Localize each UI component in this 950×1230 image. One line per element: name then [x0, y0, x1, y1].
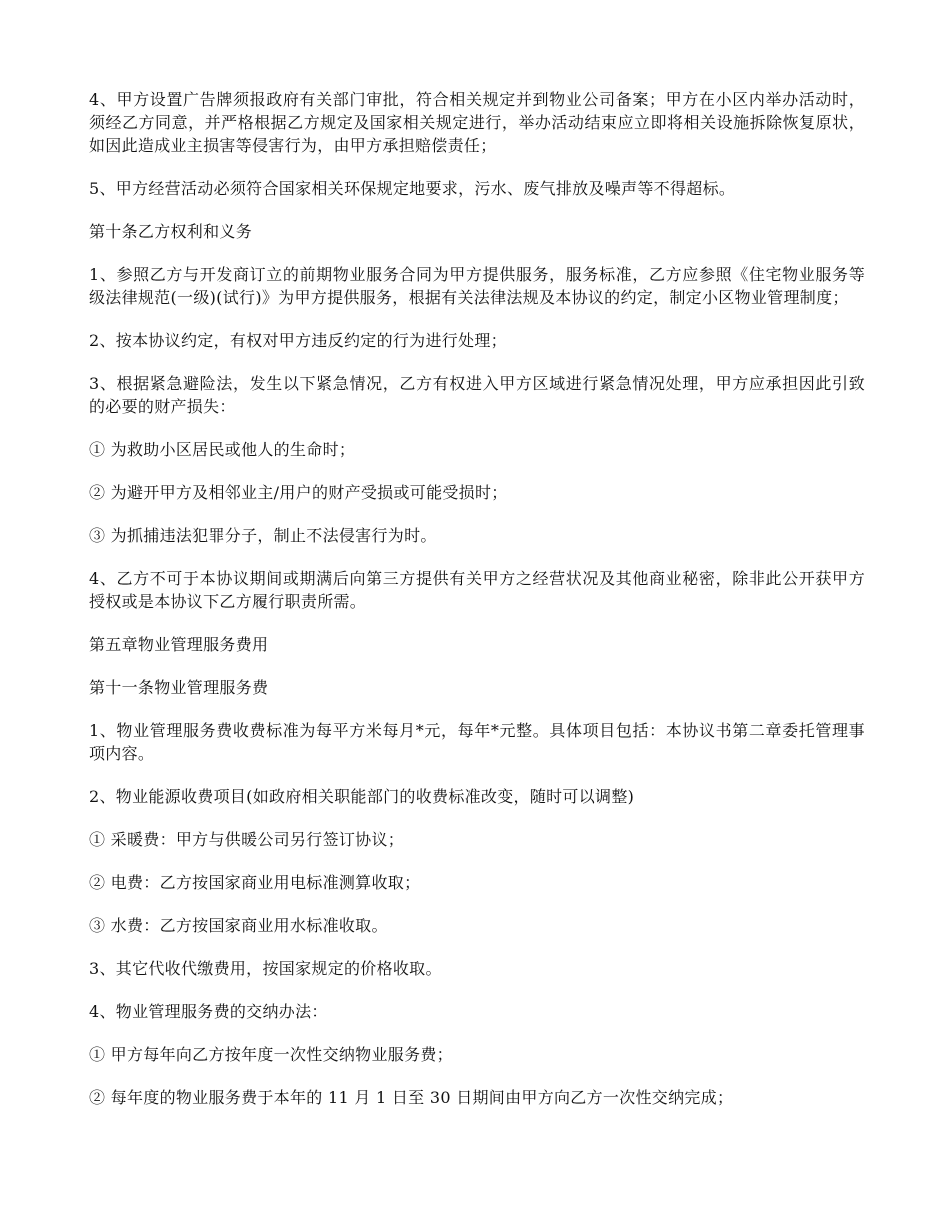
article-11-item-4: 4、物业管理服务费的交纳办法：: [89, 1002, 328, 1021]
article-11-heading: 第十一条物业管理服务费: [89, 678, 269, 697]
emergency-case-2: ② 为避开甲方及相邻业主/用户的财产受损或可能受损时；: [89, 483, 508, 502]
article-10-heading: 第十条乙方权利和义务: [89, 222, 253, 241]
clause-5-environmental: 5、甲方经营活动必须符合国家相关环保规定地要求，污水、废气排放及噪声等不得超标。: [89, 179, 736, 198]
article-10-item-3: 3、根据紧急避险法，发生以下紧急情况，乙方有权进入甲方区域进行紧急情况处理，甲方应承担因此引致的必要的财产损失：: [89, 374, 865, 416]
article-11-item-2: 2、物业能源收费项目(如政府相关职能部门的收费标准改变，随时可以调整): [89, 787, 635, 806]
chapter-5-heading: 第五章物业管理服务费用: [89, 635, 269, 654]
emergency-case-1: ① 为救助小区居民或他人的生命时；: [89, 440, 356, 459]
payment-method-2: ② 每年度的物业服务费于本年的 11 月 1 日至 30 日期间由甲方向乙方一次性交纳完成；: [89, 1088, 734, 1107]
clause-4-advertising: 4、甲方设置广告牌须报政府有关部门审批，符合相关规定并到物业公司备案；甲方在小区内举办活动时，须经乙方同意，并严格根据乙方规定及国家相关规定进行，举办活动结束应立即将相关设施拆除恢复原状，如因此造成业主损害等侵害行为，由甲方承担赔偿责任；: [89, 90, 865, 155]
payment-method-1: ① 甲方每年向乙方按年度一次性交纳物业服务费；: [89, 1045, 453, 1064]
article-10-item-1: 1、参照乙方与开发商订立的前期物业服务合同为甲方提供服务，服务标准，乙方应参照《住宅物业服务等级法律规范(一级)(试行)》为甲方提供服务，根据有关法律法规及本协议的约定，制定小区物业管理制度；: [89, 265, 865, 307]
energy-fee-electricity: ② 电费：乙方按国家商业用电标准测算收取；: [89, 873, 421, 892]
article-10-item-2: 2、按本协议约定，有权对甲方违反约定的行为进行处理；: [89, 331, 507, 350]
emergency-case-3: ③ 为抓捕违法犯罪分子，制止不法侵害行为时。: [89, 526, 437, 545]
energy-fee-water: ③ 水费：乙方按国家商业用水标准收取。: [89, 916, 388, 935]
article-11-item-1: 1、物业管理服务费收费标准为每平方米每月*元，每年*元整。具体项目包括：本协议书第二章委托管理事项内容。: [89, 721, 865, 763]
document-body: [89, 88, 865, 1129]
article-11-item-3: 3、其它代收代缴费用，按国家规定的价格收取。: [89, 959, 442, 978]
article-10-item-4: 4、乙方不可于本协议期间或期满后向第三方提供有关甲方之经营状况及其他商业秘密，除非此公开获甲方授权或是本协议下乙方履行职责所需。: [89, 569, 865, 611]
energy-fee-heating: ① 采暖费：甲方与供暖公司另行签订协议；: [89, 830, 405, 849]
